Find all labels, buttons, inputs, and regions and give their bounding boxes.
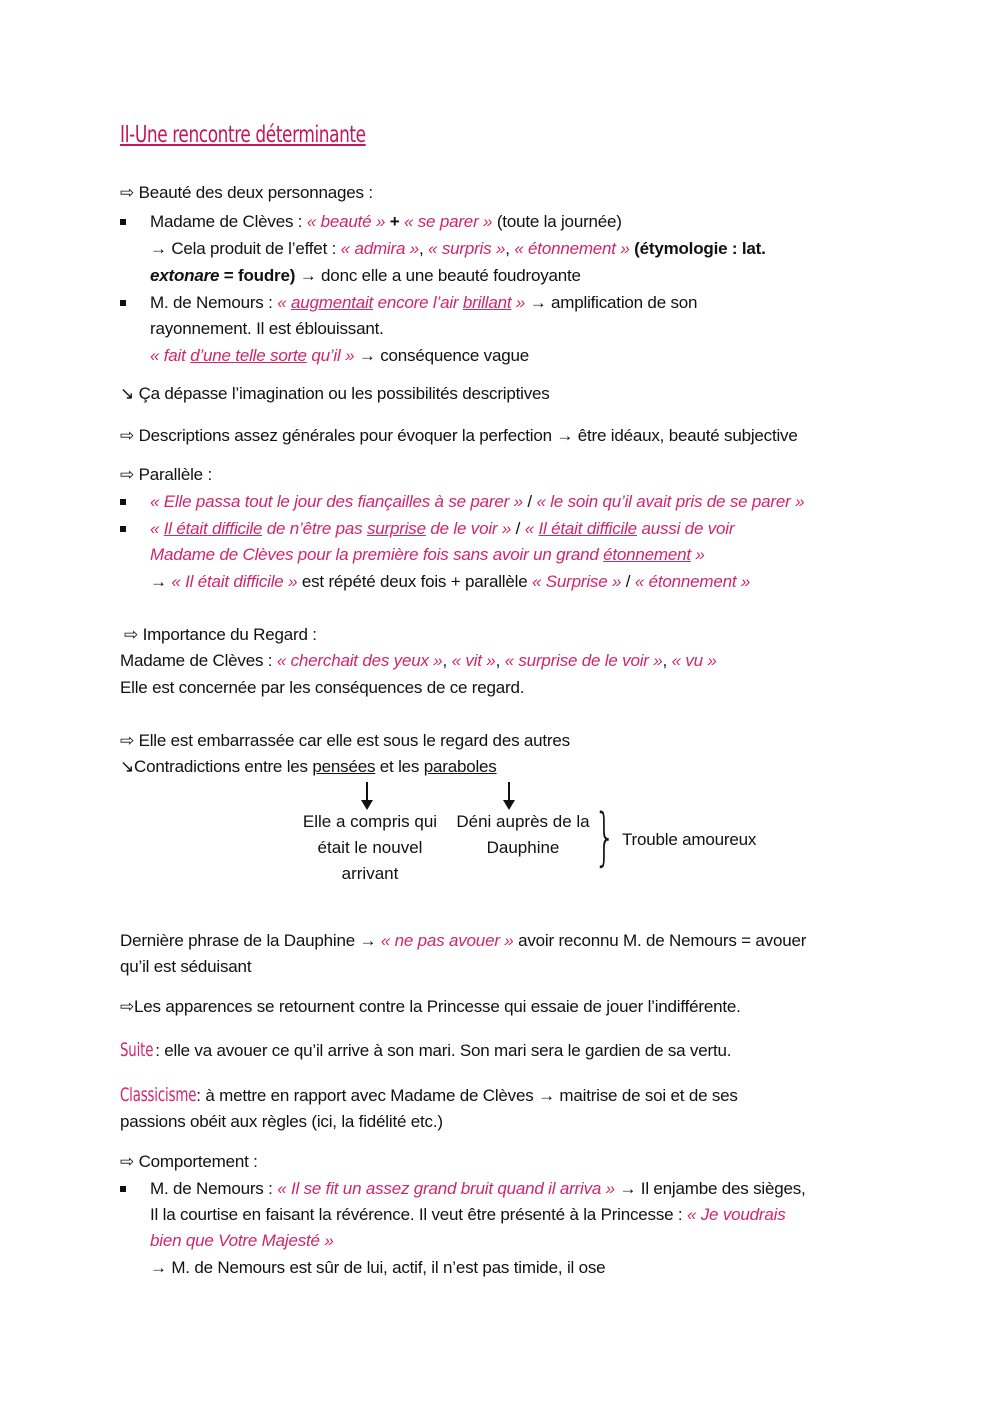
behavior-line-1: M. de Nemours : « Il se fit un assez grand bruit quand il arriva » → Il enjambe des sièges, xyxy=(150,1179,806,1198)
appearances-line: ⇨Les apparences se retournent contre la Princesse qui essaie de jouer l’indifférente. xyxy=(120,997,741,1016)
regard-line: Madame de Clèves : « cherchait des yeux », « vit », « surprise de le voir », « vu » xyxy=(120,651,717,670)
bullet-icon xyxy=(120,1186,126,1192)
etymology-line: extonare = foudre) → donc elle a une beauté foudroyante xyxy=(150,266,581,285)
descriptions-line: ⇨ Descriptions assez générales pour évoquer la perfection → être idéaux, beauté subjective xyxy=(120,426,798,445)
contradictions-line: ↘Contradictions entre les pensées et les paraboles xyxy=(120,757,497,776)
behavior-line-2: Il la courtise en faisant la révérence. Il veut être présenté à la Princesse : « Je voudrais xyxy=(150,1205,786,1224)
outline-arrow-icon: ⇨ xyxy=(120,426,135,445)
behavior-heading: ⇨ Comportement : xyxy=(120,1152,258,1171)
right-arrow-icon: → xyxy=(150,1258,167,1277)
diagram-box-denial: Déni auprès de la Dauphine xyxy=(456,812,590,857)
right-arrow-icon: → xyxy=(619,1179,637,1198)
nemours-line: M. de Nemours : « augmentait encore l’air brillant » → amplification de son xyxy=(150,293,698,312)
parallel-line-4: → « Il était difficile » est répété deux fois + parallèle « Surprise » / « étonnement » xyxy=(150,572,751,591)
regard-consequence: Elle est concernée par les conséquences de ce regard. xyxy=(120,678,525,697)
bullet-icon xyxy=(120,499,126,505)
outline-arrow-icon: ⇨ xyxy=(120,731,135,750)
diagram-box-understood: Elle a compris qui était le nouvel arrivant xyxy=(302,812,438,883)
parallel-line-3: Madame de Clèves pour la première fois sans avoir un grand étonnement » xyxy=(150,545,705,564)
section-title: II-Une rencontre déterminante xyxy=(120,122,366,148)
down-arrow-icon xyxy=(366,782,368,808)
down-right-arrow-icon: ↘ xyxy=(120,384,135,403)
right-arrow-icon: → xyxy=(150,239,167,258)
beauty-heading: ⇨ Beauté des deux personnages : xyxy=(120,183,373,202)
bullet-icon xyxy=(120,526,126,532)
down-arrow-icon xyxy=(508,782,510,808)
conclusion-line: ↘ Ça dépasse l’imagination ou les possibilités descriptives xyxy=(120,384,550,403)
trouble-amoureux-label: Trouble amoureux xyxy=(622,830,757,849)
parallel-heading: ⇨ Parallèle : xyxy=(120,465,212,484)
suite-label: Suite xyxy=(120,1039,154,1061)
bullet-icon xyxy=(120,300,126,306)
outline-arrow-icon: ⇨ xyxy=(120,183,135,202)
nemours-line-2: rayonnement. Il est éblouissant. xyxy=(150,319,384,338)
right-arrow-icon: → xyxy=(556,426,574,445)
right-arrow-icon: → xyxy=(299,266,317,285)
down-right-arrow-icon: ↘ xyxy=(120,757,135,776)
right-arrow-icon: → xyxy=(359,931,377,950)
bullet-icon xyxy=(120,219,126,225)
right-arrow-icon: → xyxy=(538,1086,555,1105)
outline-arrow-icon: ⇨ xyxy=(120,1152,135,1171)
dauphine-line: Dernière phrase de la Dauphine → « ne pas avouer » avoir reconnu M. de Nemours = avouer xyxy=(120,931,807,950)
parallel-line-2: « Il était difficile de n’être pas surprise de le voir » / « Il était difficile aussi de voir xyxy=(150,519,735,538)
right-arrow-icon: → xyxy=(150,572,167,591)
parallel-line-1: « Elle passa tout le jour des fiançailles à se parer » / « le soin qu’il avait pris de se parer » xyxy=(150,492,805,511)
right-arrow-icon: → xyxy=(529,293,547,312)
behavior-line-3: bien que Votre Majesté » xyxy=(150,1231,334,1250)
clèves-beauty-line: Madame de Clèves : « beauté » + « se parer » (toute la journée) xyxy=(150,212,622,231)
outline-arrow-icon: ⇨ xyxy=(120,997,135,1016)
regard-heading: ⇨ Importance du Regard : xyxy=(124,625,317,644)
curly-brace-icon: } xyxy=(594,800,616,873)
outline-arrow-icon: ⇨ xyxy=(120,465,135,484)
classicisme-label: Classicisme xyxy=(120,1084,197,1106)
classicisme-line: Classicisme : à mettre en rapport avec Madame de Clèves → maitrise de soi et de ses xyxy=(120,1084,738,1106)
classicisme-line-2: passions obéit aux règles (ici, la fidélité etc.) xyxy=(120,1112,443,1131)
right-arrow-icon: → xyxy=(358,346,376,365)
dauphine-line-2: qu’il est séduisant xyxy=(120,957,252,976)
suite-line: Suite : elle va avouer ce qu’il arrive à son mari. Son mari sera le gardien de sa vertu. xyxy=(120,1039,732,1061)
nemours-line-3: « fait d’une telle sorte qu’il » → conséquence vague xyxy=(150,346,530,365)
embarrassed-line: ⇨ Elle est embarrassée car elle est sous le regard des autres xyxy=(120,731,570,750)
effect-line: → Cela produit de l’effet : « admira », « surpris », « étonnement » (étymologie : lat. xyxy=(150,239,766,258)
outline-arrow-icon: ⇨ xyxy=(124,625,139,644)
behavior-line-4: → M. de Nemours est sûr de lui, actif, il n’est pas timide, il ose xyxy=(150,1258,606,1277)
